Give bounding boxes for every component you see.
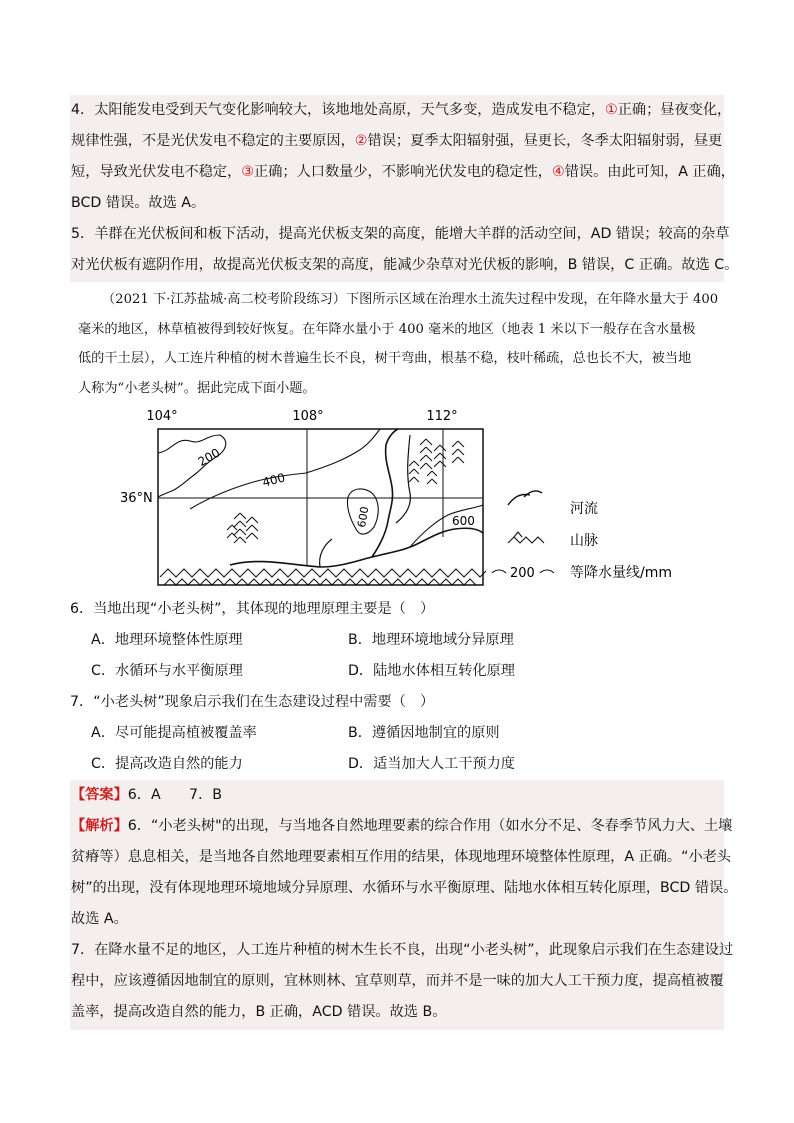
intro-line: 人称为“小老头树”。据此完成下面小题。 xyxy=(78,380,316,396)
isohyet-label: 600 xyxy=(355,505,372,529)
q7-option-b[interactable]: B．遵循因地制宜的原则 xyxy=(348,725,500,741)
q6-option-c[interactable]: C．水循环与水平衡原理 xyxy=(91,663,243,679)
lon-label: 108° xyxy=(292,409,324,424)
isohyet-label: 200 xyxy=(195,445,223,470)
question-7-stem: 7．“小老头树”现象启示我们在生态建设过程中需要（ ） xyxy=(70,694,435,710)
intro-line: 毫米的地区，林草植被得到较好恢复。在年降水量小于 400 毫米的地区（地表 1 米以下一般存在含水量极 xyxy=(78,321,696,337)
analysis-line: 程中，应该遵循因地制宜的原则，宜林则林、宜草则草，而并不是一味的加大人工干预力度，提高植被覆 xyxy=(71,973,724,989)
lon-label: 104° xyxy=(146,409,178,424)
analysis-line: 贫瘠等）息息相关，是当地各自然地理要素相互作用的结果，体现地理环境整体性原理，A 正确。“小老头 xyxy=(71,849,732,865)
lat-label: 36°N xyxy=(120,491,153,506)
river xyxy=(320,539,332,567)
river xyxy=(230,528,483,567)
analysis-line: 【解析】6．“小老头树"的出现，与当地各自然地理要素的综合作用（如水分不足、冬春季节风力大、土壤 xyxy=(71,818,733,834)
q6-option-a[interactable]: A．地理环境整体性原理 xyxy=(91,632,243,648)
question-intro xyxy=(78,285,722,403)
isohyet-400 xyxy=(190,429,380,509)
isohyet-icon xyxy=(492,570,506,573)
mountain-range-south xyxy=(160,569,486,585)
explanation-line: 规律性强，不是光伏发电不稳定的主要原因，②错误；夏季太阳辐射强，昼更长，冬季太阳辐射弱，昼更 xyxy=(71,133,723,149)
q6-option-b[interactable]: B．地理环境地域分异原理 xyxy=(348,632,514,648)
legend-label: 河流 xyxy=(570,501,598,517)
isohyet-200 xyxy=(158,435,226,497)
legend-sample: 200 xyxy=(510,566,535,581)
explanation-line: 短，导致光伏发电不稳定，③正确；人口数量少，不影响光伏发电的稳定性，④错误。由此可知，A 正确， xyxy=(71,164,735,180)
analysis-line: 树”的出现，没有体现地理环境地域分异原理、水循环与水平衡原理、陆地水体相互转化原理，BCD 错误。 xyxy=(71,880,738,896)
analysis-label: 【解析】 xyxy=(71,818,128,834)
analysis-line: 盖率，提高改造自然的能力，B 正确，ACD 错误。故选 B。 xyxy=(71,1004,447,1020)
explanation-line: 5．羊群在光伏板间和板下活动，提高光伏板支架的高度，能增大羊群的活动空间，AD 错误；较高的杂草 xyxy=(71,226,730,242)
legend-label: 山脉 xyxy=(570,533,598,549)
q7-option-d[interactable]: D．适当加大人工干预力度 xyxy=(348,756,515,772)
q7-option-c[interactable]: C．提高改造自然的能力 xyxy=(91,756,243,772)
answer-label: 【答案】 xyxy=(71,787,128,803)
answer-text: 6．A 7．B xyxy=(127,787,223,803)
answer-line xyxy=(70,780,724,811)
answer-analysis-block xyxy=(70,780,738,1030)
explanation-line: BCD 错误。故选 A。 xyxy=(71,195,206,211)
intro-line: 低的干土层），人工连片种植的树木普遍生长不良，树干弯曲，根基不稳，枝叶稀疏，总也长不大，被当地 xyxy=(78,351,692,366)
river-icon xyxy=(508,491,542,505)
isohyet-label: 600 xyxy=(452,514,475,528)
explanation-line: 对光伏板有遮阴作用，故提高光伏板支架的高度，能减少杂草对光伏板的影响，B 错误，C 正确。故选 C。 xyxy=(71,257,739,273)
q6-option-d[interactable]: D．陆地水体相互转化原理 xyxy=(348,663,515,679)
river xyxy=(372,429,398,557)
intro-line: （2021 下·江苏盐城·高二校考阶段练习）下图所示区域在治理水土流失过程中发现，在年降水量大于 400 xyxy=(102,292,719,307)
isohyet-icon xyxy=(540,570,554,573)
explanation-line: 4．太阳能发电受到天气变化影响较大，该地地处高原，天气多变，造成发电不稳定，①正确；昼夜变化， xyxy=(71,102,732,118)
lon-label: 112° xyxy=(426,409,458,424)
question-6-stem: 6．当地出现“小老头树”，其体现的地理原理主要是（ ） xyxy=(70,601,435,617)
map-figure xyxy=(110,405,710,590)
explanation-block-4-5 xyxy=(70,95,739,282)
q7-option-a[interactable]: A．尽可能提高植被覆盖率 xyxy=(91,725,257,741)
mountain-range-west xyxy=(227,513,258,543)
legend xyxy=(492,491,672,581)
mountain-range-east xyxy=(409,439,464,484)
isohyet-label: 400 xyxy=(260,470,287,490)
analysis-line: 7．在降水量不足的地区，人工连片种植的树木生长不良，出现“小老头树”，此现象启示我们在生态建设过 xyxy=(71,942,734,958)
river xyxy=(396,435,410,523)
mountain-icon xyxy=(508,532,544,543)
analysis-line: 故选 A。 xyxy=(71,911,128,927)
legend-label: 等降水量线/mm xyxy=(570,565,672,581)
